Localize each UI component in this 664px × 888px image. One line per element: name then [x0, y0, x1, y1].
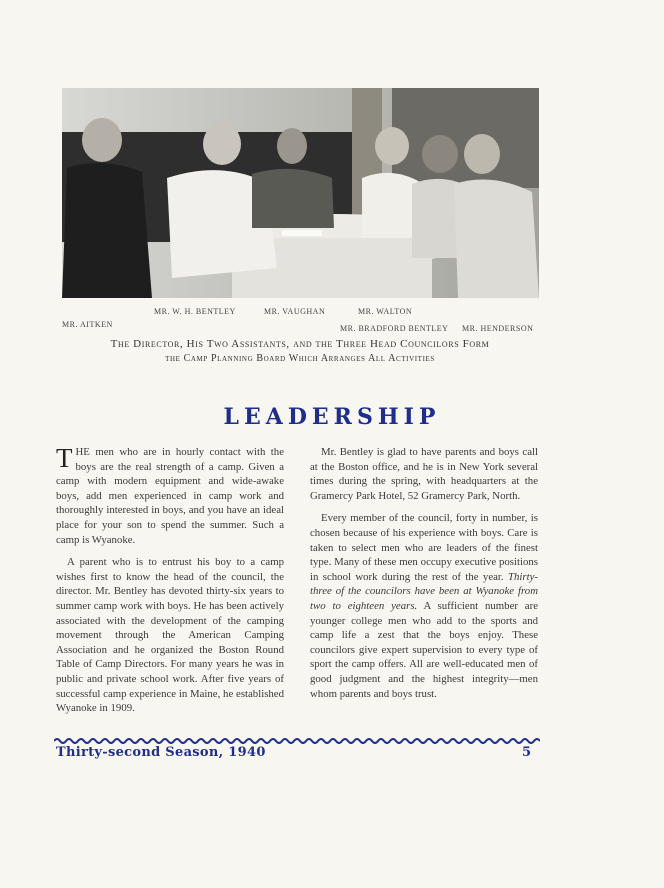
paragraph	[56, 445, 284, 547]
paragraph	[56, 555, 284, 716]
name-label: MR. AITKEN	[62, 320, 113, 329]
name-label: MR. VAUGHAN	[264, 307, 326, 316]
name-label: MR. HENDERSON	[462, 324, 534, 333]
paragraph-text: A sufficient number are younger college men who add to the sports and camp life a zest that the boys enjoy. These councilors give expert supervision to every type of sport the camp offers. All are well-educated men of good judgment and the highest integrity—men whom parents and boys trust.	[310, 599, 538, 700]
name-label: MR. WALTON	[358, 307, 413, 316]
name-label: MR. W. H. BENTLEY	[154, 307, 236, 316]
left-column	[56, 445, 284, 724]
footer-season: Thirty-second Season, 1940	[56, 745, 266, 760]
paragraph-text: A parent who is to entrust his boy to a camp wishes first to know the head of the council, the director. Mr. Bentley has devoted thirty-six years to summer camp work with boys. He has been actively associated with the development of the camping movement through the American Camping Association and he organized the Boston Round Table of Camp Directors. For many years he was in public and private school work. After five years of successful camp experience in Maine, he established Wyanoke in 1909.	[56, 556, 284, 715]
paragraph-text: Every member of the council, forty in number, is chosen because of his experience with boys. Care is taken to select men who are leaders of the finest type. Many of these men occupy executive positions in school work during the rest of the year.	[310, 512, 538, 583]
italic-text: Thirty-three of the councilors have been at Wyanoke from two to eighteen years.	[310, 570, 538, 612]
right-column	[310, 445, 538, 709]
photo-caption-line-1: The Director, His Two Assistants, and the Three Head Councilors Form	[110, 338, 490, 350]
group-photo-image	[62, 88, 539, 298]
photo-caption-line-2: the Camp Planning Board Which Arranges All Activities	[165, 353, 435, 364]
paragraph-text: Mr. Bentley is glad to have parents and boys call at the Boston office, and he is in New York several times during the spring, with headquarters at the Gramercy Park Hotel, 52 Gramercy Park, North.	[310, 446, 538, 502]
name-label: MR. BRADFORD BENTLEY	[340, 324, 449, 333]
drop-cap: T	[56, 443, 73, 473]
page-number: 5	[522, 745, 532, 760]
group-photo	[62, 88, 539, 298]
paragraph-text: HE men who are in hourly contact with the boys are the real strength of a camp. Given a camp with modern equipment and wide-awake boys, add men experienced in camp work and thoroughly interested in boys, and you have an ideal place for your son to spend the summer. Such a camp is Wyanoke.	[56, 446, 284, 546]
paragraph	[310, 511, 538, 701]
paragraph	[310, 445, 538, 503]
page-title: LEADERSHIP	[223, 404, 441, 430]
